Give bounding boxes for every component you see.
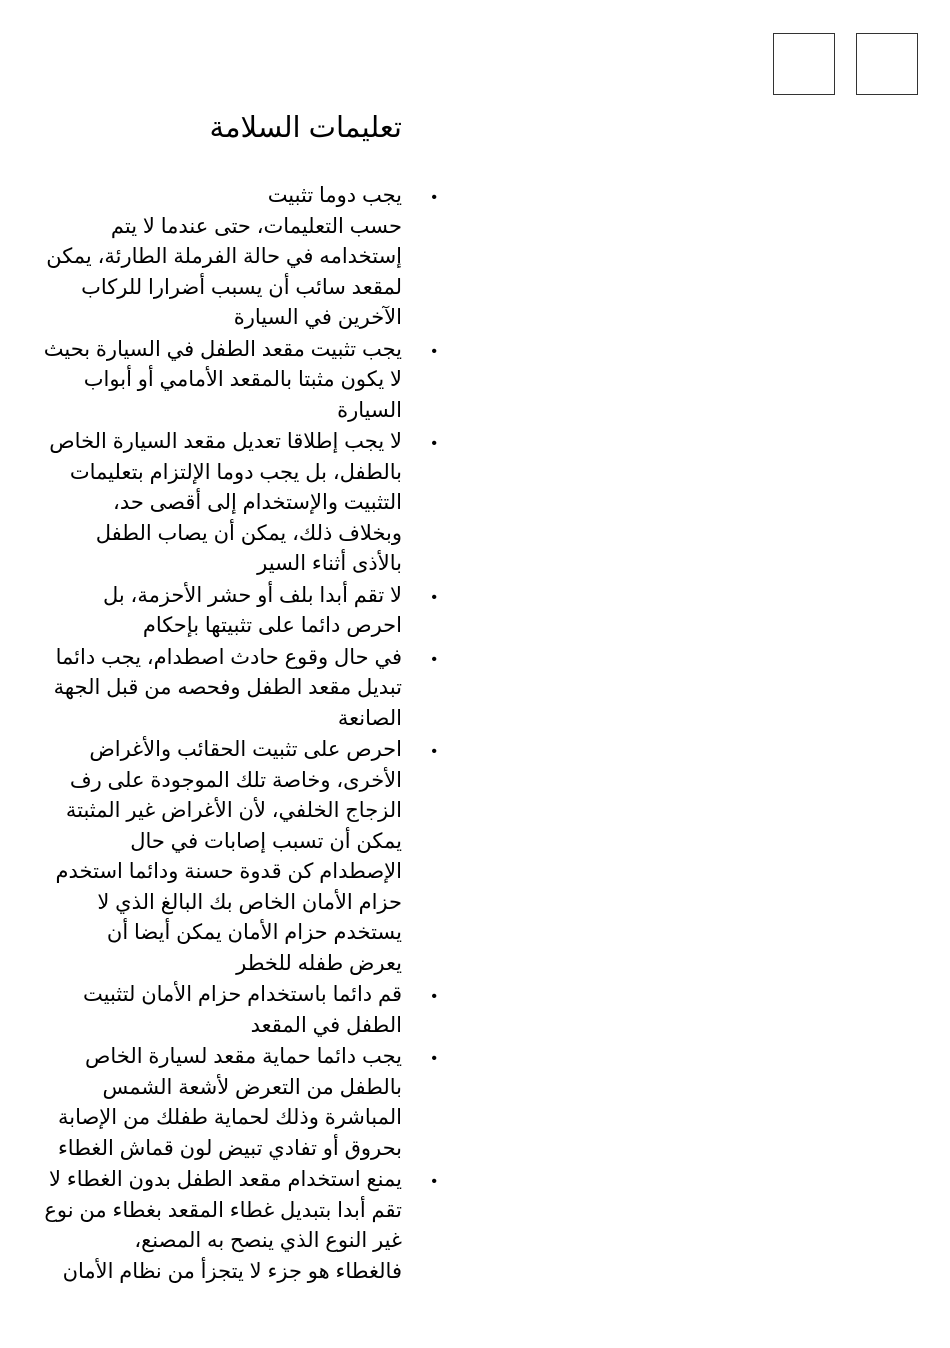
list-item-text: احرص على تثبيت الحقائب والأغراض الأخرى، وخاصة تلك الموجودة على رف الزجاج الخلفي، لأن الأغراض غير المثبتة يمكن أن تسبب إصابات في حال الإصطدام كن قدوة حسنة ودائما استخدم حزام الأمان الخاص بك البالغ الذي لا يستخدم حزام الأمان يمكن أيضا أن يعرض طفله للخطر	[55, 738, 402, 975]
bullet-icon: •	[431, 1173, 437, 1190]
list-item	[40, 643, 437, 735]
bullet-icon: •	[431, 588, 437, 606]
page-title: تعليمات السلامة	[209, 112, 402, 144]
list-item-text: لا يجب إطلاقا تعديل مقعد السيارة الخاص بالطفل، بل يجب دوما الإلتزام بتعليمات التثبيت والإستخدام إلى أقصى حد، وبخلاف ذلك، يمكن أن يصاب الطفل بالأذى أثناء السير	[49, 430, 402, 575]
list-item-text: يجب تثبيت مقعد الطفل في السيارة بحيث لا يكون مثبتا بالمقعد الأمامي أو أبواب السيارة	[43, 337, 402, 422]
list-item	[40, 735, 437, 979]
safety-instructions-list	[40, 181, 437, 1288]
bullet-icon: •	[431, 988, 437, 1005]
list-item-text: يمنع استخدام مقعد الطفل بدون الغطاء لا تقم أبدا بتبديل غطاء المقعد بغطاء من نوع غير النوع الذي ينصح به المصنع، فالغطاء هو جزء لا يتجزأ من نظام الأمان	[44, 1168, 402, 1283]
empty-box-2	[856, 33, 918, 95]
list-item-text: يجب دائما حماية مقعد لسيارة الخاص بالطفل من التعرض لأشعة الشمس المباشرة وذلك لحماية طفلك من الإصابة بحروق أو تفادي تبيض لون قماش الغطاء	[57, 1045, 402, 1160]
list-item	[40, 181, 437, 334]
list-item-text: قم دائما باستخدام حزام الأمان لتثبيت الطفل في المقعد	[83, 983, 402, 1037]
list-item-text: في حال وقوع حادث اصطدام، يجب دائما تبديل مقعد الطفل وفحصه من قبل الجهة الصانعة	[53, 645, 402, 730]
empty-box-1	[773, 33, 835, 95]
list-item	[40, 1165, 437, 1287]
bullet-icon: •	[431, 435, 437, 452]
bullet-icon: •	[431, 743, 437, 760]
list-item-text: لا تقم أبدا بلف أو حشر الأحزمة، بل احرص دائما على تثبيتها بإحكام	[102, 583, 402, 637]
list-item	[40, 1042, 437, 1164]
bullet-icon: •	[431, 342, 437, 360]
list-item	[40, 427, 437, 580]
list-item-text: يجب دوما تثبيت حسب التعليمات، حتى عندما لا يتم إستخدامه في حالة الفرملة الطارئة، يمكن لمقعد سائب أن يسبب أضرارا للركاب الآخرين في السيارة	[46, 184, 402, 329]
bullet-icon: •	[431, 189, 437, 206]
list-item	[40, 335, 437, 427]
list-item	[40, 980, 437, 1041]
bullet-icon: •	[431, 650, 437, 668]
list-item	[40, 581, 437, 642]
bullet-icon: •	[431, 1050, 437, 1067]
